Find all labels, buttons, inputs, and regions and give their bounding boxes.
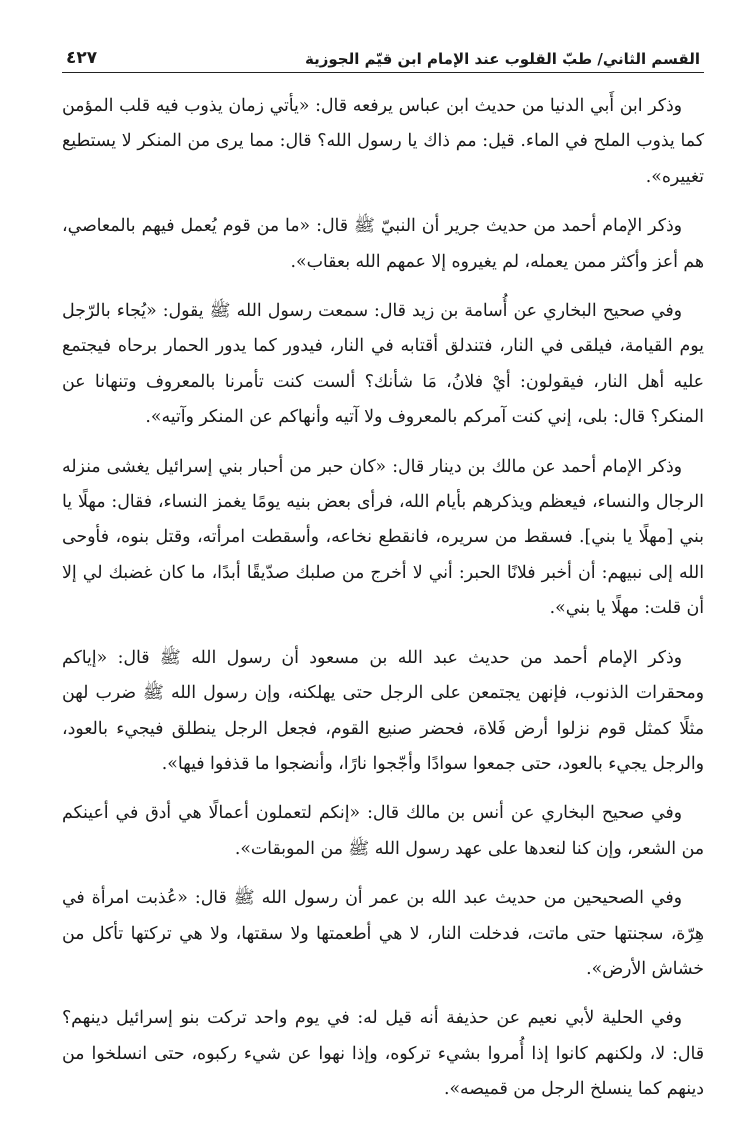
- page: [62, 40, 704, 1122]
- paragraph: وذكر الإمام أحمد من حديث عبد الله بن مسعود أن رسول الله ﷺ قال: «إياكم ومحقرات الذنوب، فإنهن يجتمعن على الرجل حتى يهلكنه، وإن رسول الله ﷺ ضرب لهن مثلًا كمثل قوم نزلوا أرض فَلاة، فحضر صنيع القوم، فجعل الرجل ينطلق فيجيء بالعود، والرجل يجيء بالعود، حتى جمعوا سوادًا وأجّجوا نارًا، وأنضجوا ما قذفوا فيها».: [62, 647, 704, 774]
- header-rule: [62, 72, 704, 73]
- paragraph: وذكر الإمام أحمد عن مالك بن دينار قال: «كان حبر من أحبار بني إسرائيل يغشى منزله الرجال والنساء، فيعظم ويذكرهم بأيام الله، فرأى بعض بنيه يومًا يغمز النساء، فقال: مهلًا يا بني [مهلًا يا بني]. فسقط من سريره، فانقطع نخاعه، وأسقطت امرأته، وقتل بنوه، فأوحى الله إلى نبيهم: أن أخبر فلانًا الحبر: أني لا أخرج من صلبك صدّيقًا أبدًا، ما كان غضبك لي إلا أن قلت: مهلًا يا بني».: [62, 456, 704, 619]
- page-number: ٤٢٧: [66, 48, 98, 68]
- running-title: القسم الثاني/ طبّ القلوب عند الإمام ابن قيّم الجوزية: [305, 50, 700, 68]
- paragraph: وذكر ابن أَبي الدنيا من حديث ابن عباس يرفعه قال: «يأتي زمان يذوب فيه قلب المؤمن كما يذوب الملح في الماء. قيل: مم ذاك يا رسول الله؟ قال: مما يرى من المنكر لا يستطيع تغييره».: [62, 96, 704, 187]
- paragraph: وذكر الإمام أحمد من حديث جرير أن النبيّ ﷺ قال: «ما من قوم يُعمل فيهم بالمعاصي، هم أعز وأكثر ممن يعمله، لم يغيروه إلا عمهم الله بعقاب».: [62, 216, 704, 272]
- running-header: [62, 40, 704, 68]
- paragraph: وفي صحيح البخاري عن أُسامة بن زيد قال: سمعت رسول الله ﷺ يقول: «يُجاء بالرّجل يوم القيامة، فيلقى في النار، فتندلق أقتابه في النار، فيدور كما يدور الحمار برحاه فيجتمع عليه أهل النار، فيقولون: أيْ فلانُ، مَا شأنك؟ ألست كنت تأمرنا بالمعروف وتنهانا عن المنكر؟ قال: بلى، إني كنت آمركم بالمعروف ولا آتيه وأنهاكم عن المنكر وآتيه».: [62, 301, 704, 428]
- paragraph: وفي الصحيحين من حديث عبد الله بن عمر أن رسول الله ﷺ قال: «عُذبت امرأة في هِرّة، سجنتها حتى ماتت، فدخلت النار، لا هي أطعمتها ولا سقتها، ولا هي تركتها تأكل من خشاش الأرض».: [62, 888, 704, 979]
- paragraph: وفي الحلية لأبي نعيم عن حذيفة أنه قيل له: في يوم واحد تركت بنو إسرائيل دينهم؟ قال: لا، ولكنهم كانوا إذا أُمروا بشيء تركوه، وإذا نهوا عن شيء ركبوه، حتى انسلخوا من دينهم كما ينسلخ الرجل من قميصه».: [62, 1008, 704, 1100]
- paragraph: وفي صحيح البخاري عن أنس بن مالك قال: «إنكم لتعملون أعمالًا هي أدق في أعينكم من الشعر، وإن كنا لنعدها على عهد رسول الله ﷺ من الموبقات».: [62, 803, 704, 859]
- body-text: [62, 89, 704, 1108]
